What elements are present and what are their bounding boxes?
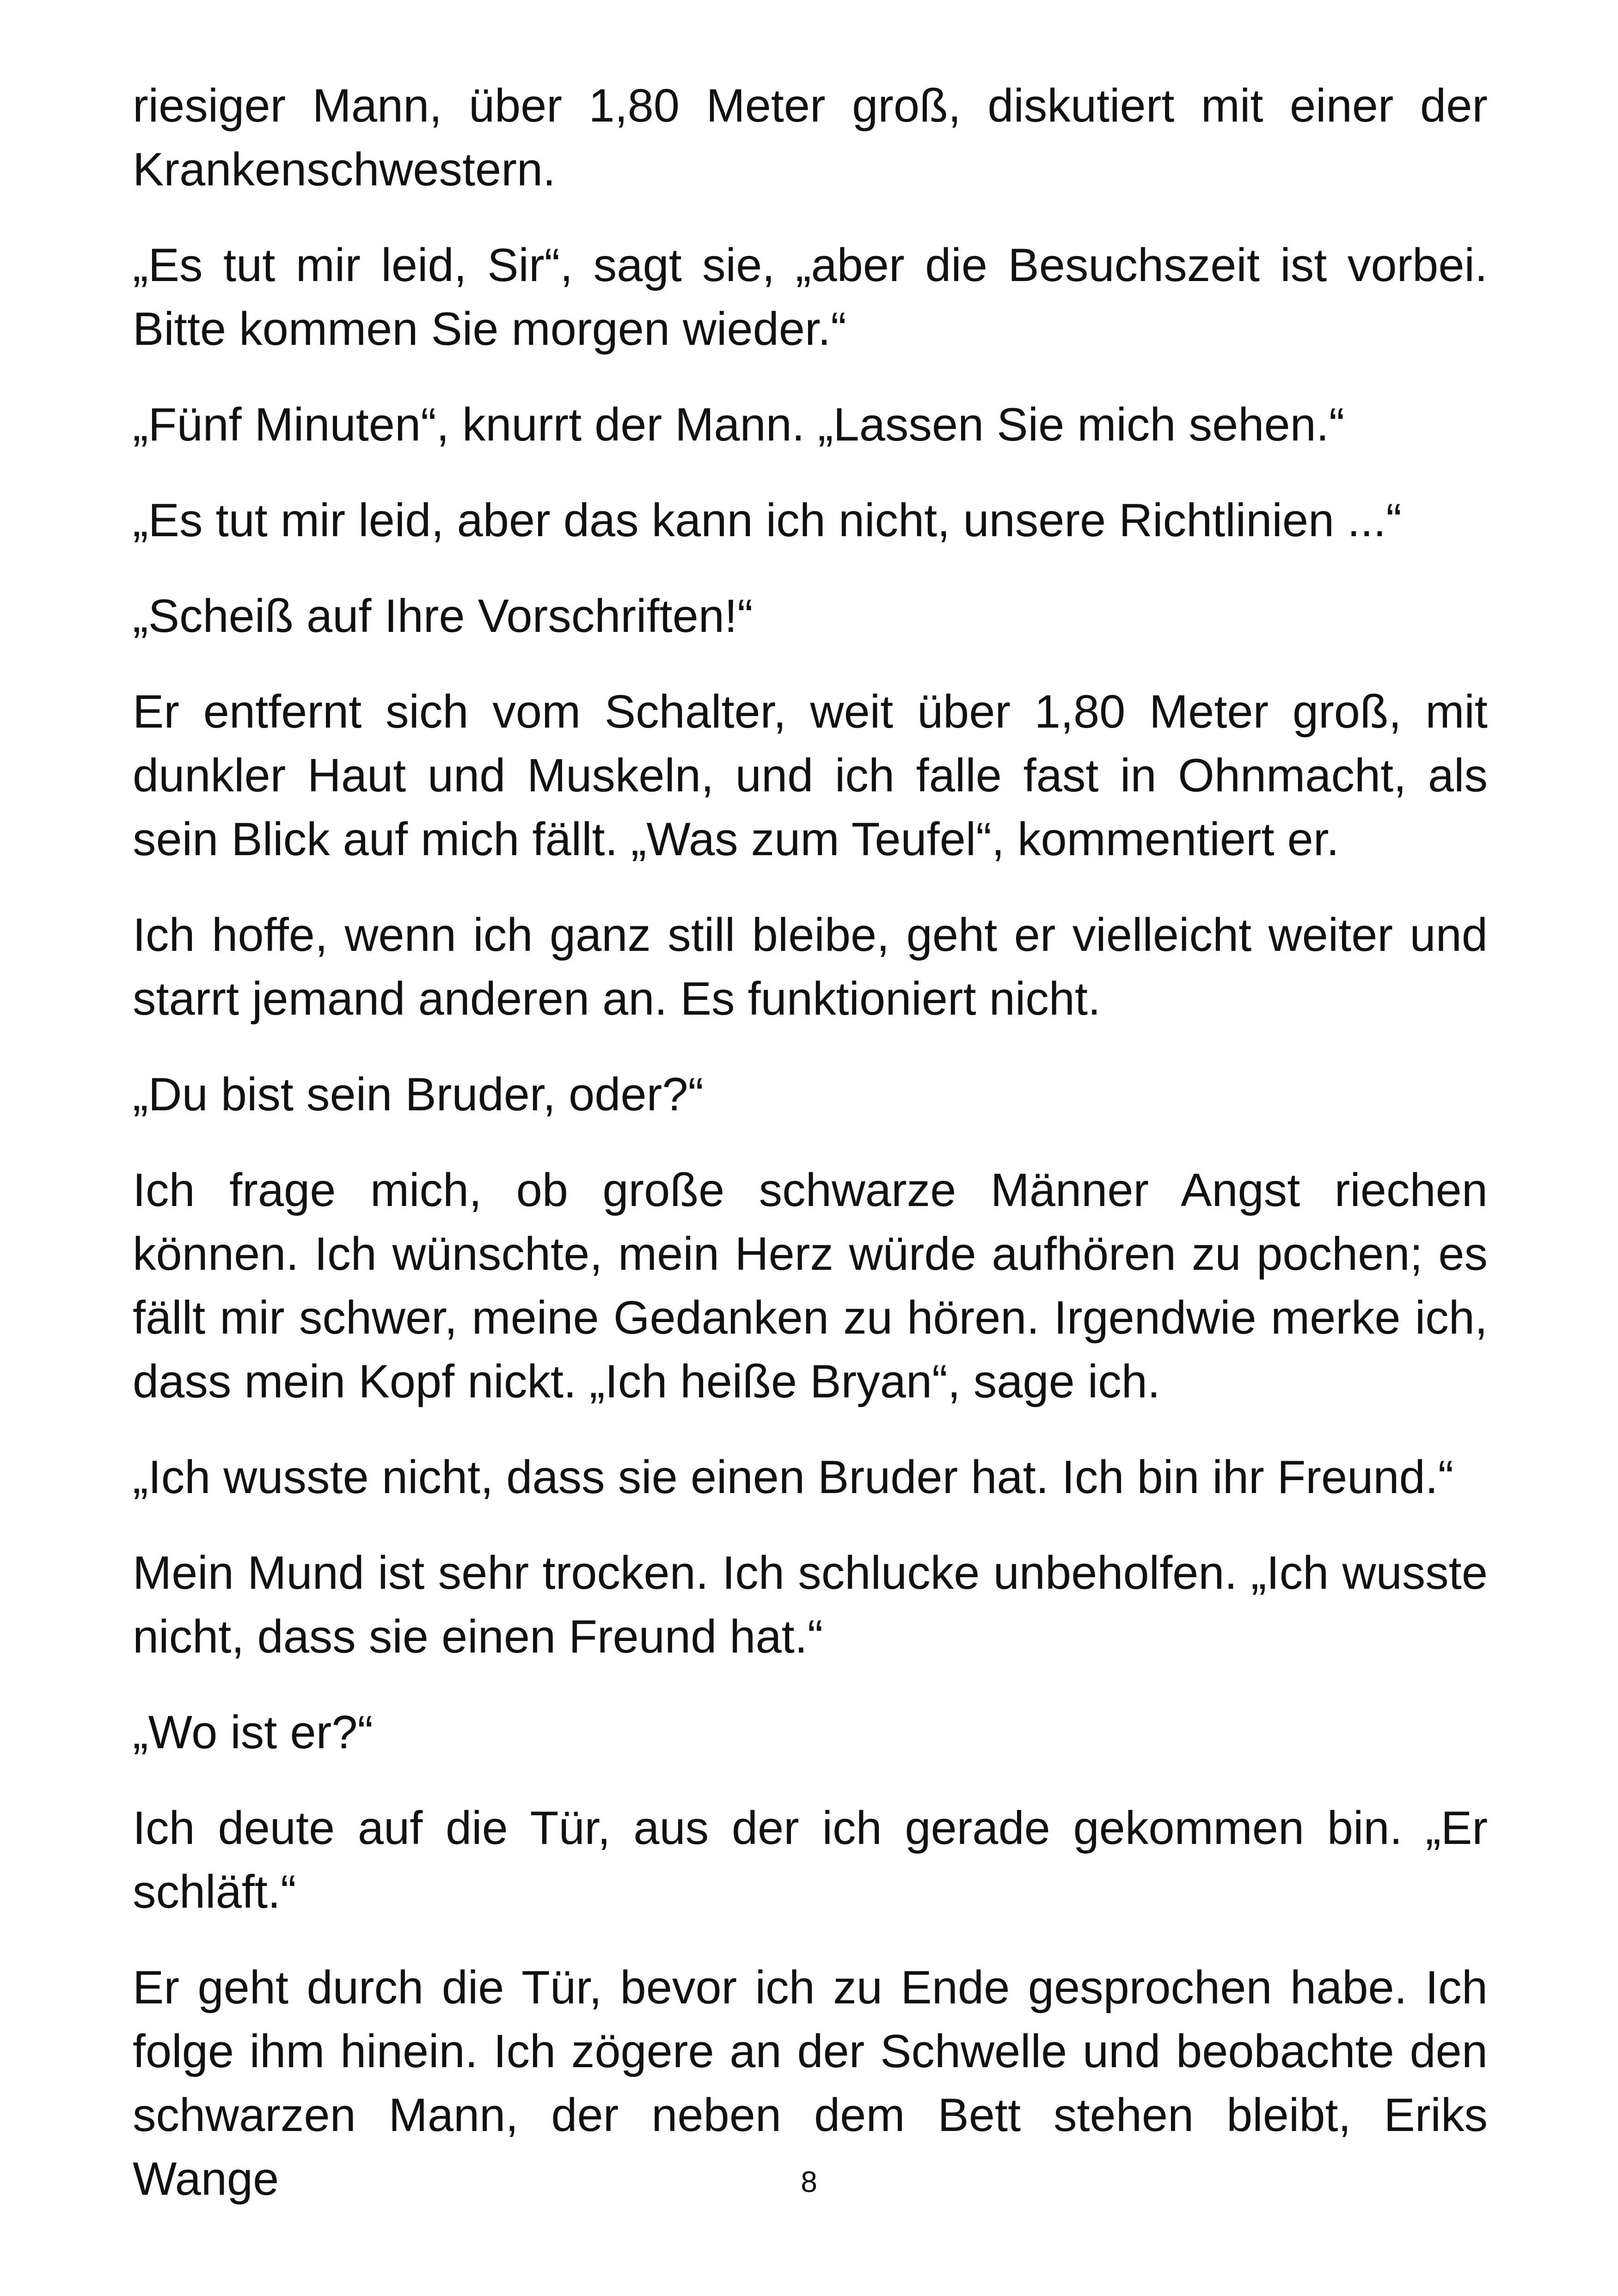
paragraph: Er geht durch die Tür, bevor ich zu Ende gesprochen habe. Ich folge ihm hinein. Ich zögere an der Schwelle und beobachte den schwarzen Mann, der neben dem Bett stehen bleibt, Eriks Wange — [133, 1962, 1488, 2205]
page-number: 8 — [801, 2165, 817, 2198]
paragraph: riesiger Mann, über 1,80 Meter groß, diskutiert mit einer der Krankenschwestern. — [133, 80, 1488, 196]
paragraph: Ich frage mich, ob große schwarze Männer Angst riechen können. Ich wünschte, mein Herz würde aufhören zu pochen; es fällt mir schwer, meine Gedanken zu hören. Irgendwie merke ich, dass mein Kopf nickt. „Ich heiße Bryan“, sage ich. — [133, 1164, 1488, 1408]
paragraph: „Fünf Minuten“, knurrt der Mann. „Lassen Sie mich sehen.“ — [133, 399, 1345, 451]
paragraph: „Scheiß auf Ihre Vorschriften!“ — [133, 590, 753, 642]
paragraph: „Du bist sein Bruder, oder?“ — [133, 1069, 704, 1120]
paragraph: „Wo ist er?“ — [133, 1707, 374, 1758]
body-text — [133, 74, 1488, 2243]
paragraph: „Es tut mir leid, aber das kann ich nicht, unsere Richtlinien ...“ — [133, 495, 1402, 546]
paragraph: Er entfernt sich vom Schalter, weit über 1,80 Meter groß, mit dunkler Haut und Muskeln, und ich falle fast in Ohnmacht, als sein Blick auf mich fällt. „Was zum Teufel“, kommentiert er. — [133, 686, 1488, 865]
paragraph: Ich hoffe, wenn ich ganz still bleibe, geht er vielleicht weiter und starrt jemand anderen an. Es funktioniert nicht. — [133, 909, 1488, 1025]
paragraph: Ich deute auf die Tür, aus der ich gerade gekommen bin. „Er schläft.“ — [133, 1802, 1488, 1918]
paragraph: „Ich wusste nicht, dass sie einen Bruder hat. Ich bin ihr Freund.“ — [133, 1451, 1454, 1503]
paragraph: Mein Mund ist sehr trocken. Ich schlucke unbeholfen. „Ich wusste nicht, dass sie einen Freund hat.“ — [133, 1547, 1488, 1663]
paragraph: „Es tut mir leid, Sir“, sagt sie, „aber die Besuchszeit ist vorbei. Bitte kommen Sie morgen wieder.“ — [133, 239, 1488, 355]
